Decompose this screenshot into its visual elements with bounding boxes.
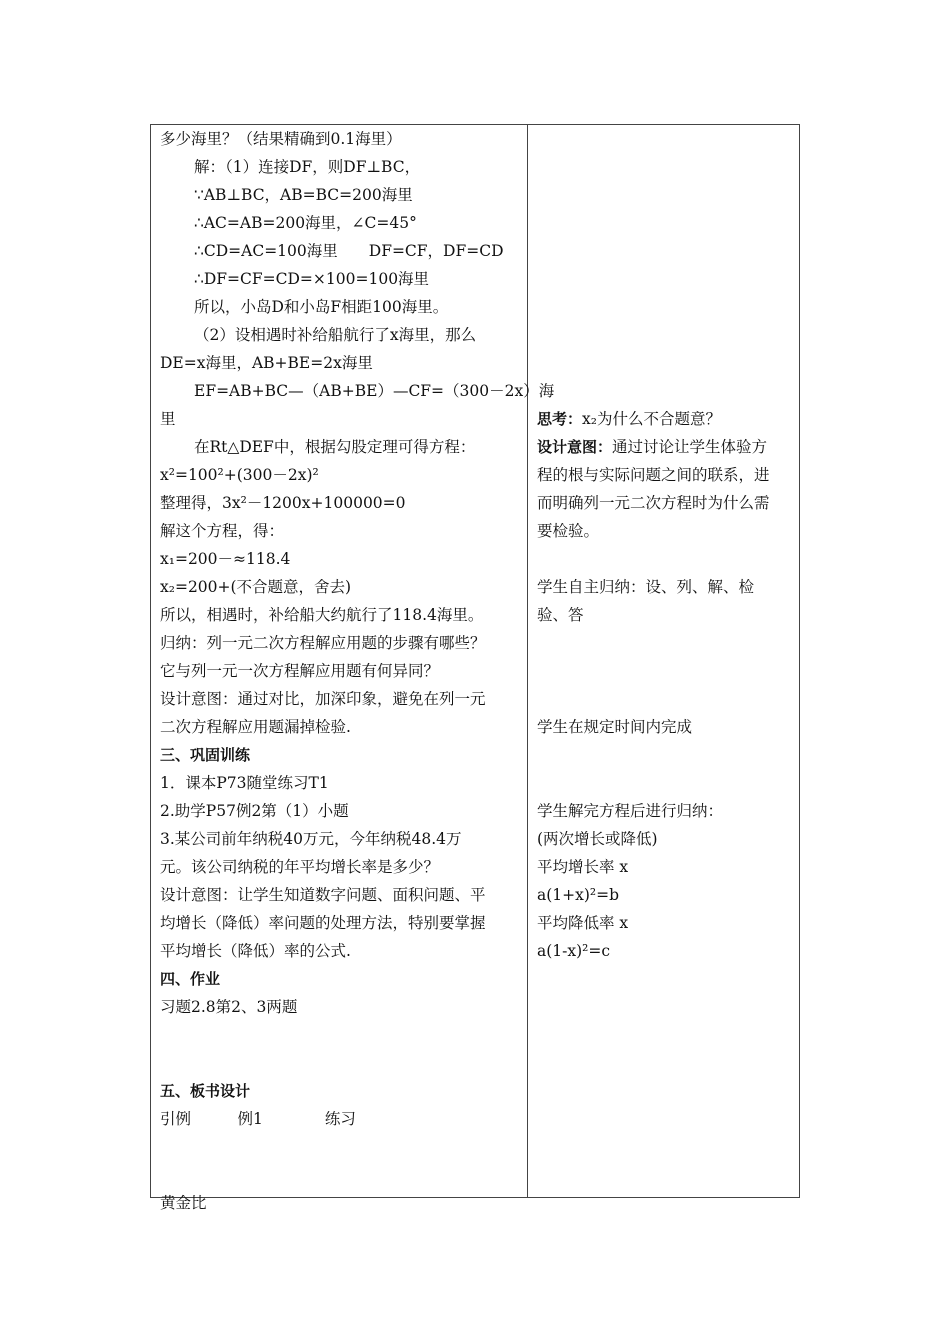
text-line: 而明确列一元二次方程时为什么需: [537, 494, 770, 512]
text-line: 3.某公司前年纳税40万元，今年纳税48.4万: [160, 830, 462, 848]
formula-line: a(1+x)²=b: [537, 886, 620, 904]
student-activity-column: [537, 125, 799, 965]
teaching-process-column: [160, 125, 555, 1217]
lesson-plan-table: [150, 124, 800, 1212]
section-heading-practice: 三、巩固训练: [160, 746, 251, 764]
text-line: 它与列一元一次方程解应用题有何异同？: [160, 662, 440, 680]
text-line: 平均增长率 x: [537, 858, 629, 876]
text-line: 整理得，3x²－1200x+100000=0: [160, 494, 406, 512]
section-heading-homework: 四、作业: [160, 970, 221, 988]
think-text: x₂为什么不合题意？: [582, 410, 721, 428]
text-line: 平均降低率 x: [537, 914, 629, 932]
equation-line: x₂=200+(不合题意，舍去): [160, 578, 352, 596]
think-line: [537, 405, 799, 433]
text-line: 习题2.8第2、3两题: [160, 998, 298, 1016]
text-line: 解：（1）连接DF，则DF⊥BC，: [194, 158, 421, 176]
text-line: EF=AB+BC—（AB+BE）—CF=（300－2x）海: [194, 382, 555, 400]
design-intent-text: 通过讨论让学生体验方: [612, 438, 768, 456]
text-line: 所以，相遇时，补给船大约航行了118.4海里。: [160, 606, 484, 624]
text-line: 平均增长（降低）率的公式.: [160, 942, 351, 960]
section-heading-board-design: 五、板书设计: [160, 1082, 251, 1100]
text-line: 学生自主归纳：设、列、解、检: [537, 578, 755, 596]
text-line: 解这个方程，得：: [160, 522, 285, 540]
text-line: 验、答: [537, 606, 584, 624]
text-line: 黄金比: [160, 1194, 207, 1212]
text-line: ∵AB⊥BC，AB=BC=200海里: [194, 186, 413, 204]
text-line: ∴CD=AC=100海里 DF=CF，DF=CD: [194, 242, 504, 260]
text-line: （2）设相遇时补给船航行了x海里，那么: [194, 326, 477, 344]
text-line: 学生在规定时间内完成: [537, 718, 693, 736]
text-line: 程的根与实际问题之间的联系，进: [537, 466, 770, 484]
think-label: 思考：: [537, 410, 583, 428]
text-line: 学生解完方程后进行归纳：: [537, 802, 724, 820]
design-intent-label: 设计意图：: [537, 438, 613, 456]
text-line: ∴AC=AB=200海里，∠C=45°: [194, 214, 417, 232]
text-line: 归纳：列一元二次方程解应用题的步骤有哪些？: [160, 634, 486, 652]
text-line: 设计意图：让学生知道数字问题、面积问题、平: [160, 886, 486, 904]
text-line: (两次增长或降低): [537, 830, 658, 848]
text-line: 2.助学P57例2第（1）小题: [160, 802, 349, 820]
text-line: 1．课本P73随堂练习T1: [160, 774, 329, 792]
text-line: 在Rt△DEF中，根据勾股定理可得方程：: [194, 438, 476, 456]
equation-line: x²=100²+(300－2x)²: [160, 466, 319, 484]
text-line: 均增长（降低）率问题的处理方法，特别要掌握: [160, 914, 486, 932]
text-line: 元。该公司纳税的年平均增长率是多少？: [160, 858, 440, 876]
text-line: 里: [160, 410, 176, 428]
formula-line: a(1-x)²=c: [537, 942, 611, 960]
text-line: 所以，小岛D和小岛F相距100海里。: [194, 298, 449, 316]
text-line: 设计意图：通过对比，加深印象，避免在列一元: [160, 690, 486, 708]
text-line: 要检验。: [537, 522, 600, 540]
text-line: 多少海里？（结果精确到0.1海里）: [160, 130, 402, 148]
text-line: DE=x海里，AB+BE=2x海里: [160, 354, 373, 372]
design-intent-line: [537, 433, 799, 461]
text-line: 二次方程解应用题漏掉检验.: [160, 718, 351, 736]
text-line: ∴DF=CF=CD=×100=100海里: [194, 270, 430, 288]
equation-line: x₁=200－≈118.4: [160, 550, 291, 568]
text-line: 引例 例1 练习: [160, 1110, 356, 1128]
column-divider: [527, 125, 528, 1197]
